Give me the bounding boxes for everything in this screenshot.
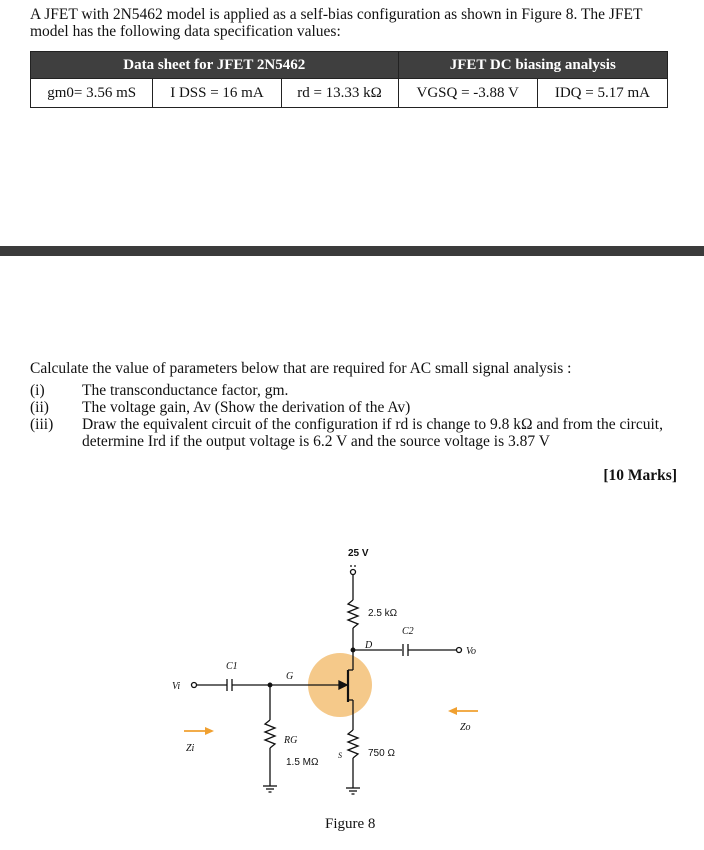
capacitor-c2-label: C2 [402,626,414,637]
source-resistor-value: 750 Ω [368,748,395,759]
drain-resistor-value: 2.5 kΩ [368,608,398,619]
gm0-cell: gm0= 3.56 mS [31,79,153,108]
gate-resistor-label: RG [284,735,298,746]
rd-cell: rd = 13.33 kΩ [281,79,398,108]
datasheet-header: Data sheet for JFET 2N5462 [31,52,399,79]
question-number: (i) [30,382,45,399]
source-label: S [338,751,342,760]
jfet-circuit-diagram [150,530,570,810]
spec-table-row [31,79,668,108]
supply-label: 25 V [348,548,369,559]
drain-label: D [365,640,373,651]
figure-caption: Figure 8 [325,816,376,832]
gate-label: G [286,671,294,682]
output-terminal [457,648,462,653]
vgsq-cell: VGSQ = -3.88 V [398,79,537,108]
question-text: Draw the equivalent circuit of the configuration if rd is change to 9.8 kΩ and from the circuit, determine Ird if the output voltage is 6.2 V and the source voltage is 3.87 V [82,416,663,450]
marks-label: [10 Marks] [603,467,677,484]
zo-label: Zo [460,722,471,733]
biasing-header: JFET DC biasing analysis [398,52,667,79]
spec-table-header [31,52,668,79]
question-number: (iii) [30,416,54,433]
spec-table [30,51,668,108]
idq-cell: IDQ = 5.17 mA [537,79,667,108]
idss-cell: I DSS = 16 mA [153,79,281,108]
calc-intro: Calculate the value of parameters below that are required for AC small signal analysis : [30,360,572,377]
input-voltage-label: Vi [172,681,181,692]
question-list [30,382,680,450]
question-item [30,382,680,399]
output-voltage-label: Vo [466,646,476,657]
question-text: The transconductance factor, gm. [82,382,289,399]
question-text: The voltage gain, Av (Show the derivation of the Av) [82,399,411,416]
problem-intro: A JFET with 2N5462 model is applied as a self-bias configuration as shown in Figure 8. The JFET model has the following data specification values: [30,6,643,40]
source-resistor [348,730,358,758]
gate-resistor [265,720,275,748]
gate-resistor-value: 1.5 MΩ [286,757,319,768]
zo-arrow-head-icon [448,707,457,715]
drain-resistor [348,600,358,628]
question-item [30,399,680,416]
question-number: (ii) [30,399,49,416]
section-divider [0,246,704,256]
question-item [30,416,680,450]
supply-terminal [351,570,356,575]
capacitor-c1-label: C1 [226,661,238,672]
zi-arrow-head-icon [205,727,214,735]
zi-label: Zi [186,743,195,754]
input-terminal [192,683,197,688]
